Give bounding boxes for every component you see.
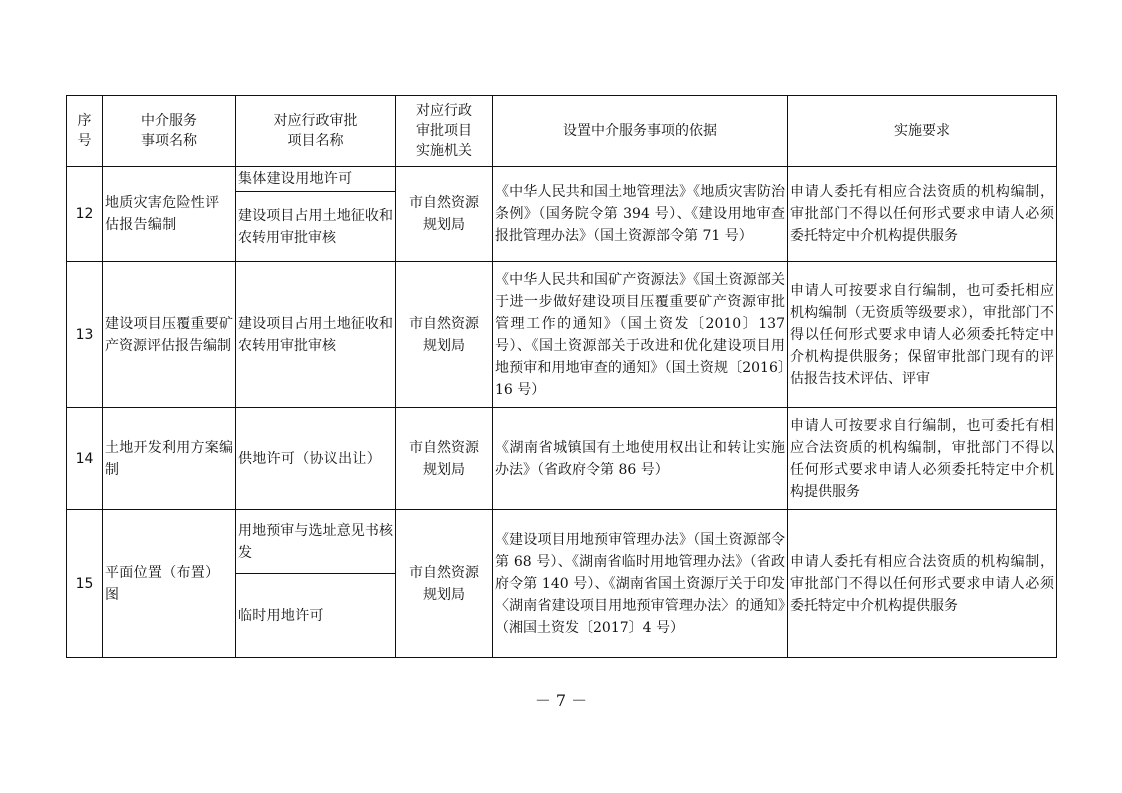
service-name: 土地开发利用方案编制 [103,408,236,510]
service-name: 平面位置（布置）图 [103,510,236,658]
basis: 《建设项目用地预审管理办法》（国土资源部令第 68 号）、《湖南省临时用地管理办法》（省政府令第 140 号）、《湖南省国土资源厅关于印发〈湖南省建设项目用地预审管理办法〉的通知》（湘国土资发〔2017〕4 号） [493,510,788,658]
row-number: 14 [67,408,103,510]
agency: 市自然资源 规划局 [396,262,493,408]
requirement: 申请人委托有相应合法资质的机构编制，审批部门不得以任何形式要求申请人必须委托特定中介机构提供服务 [788,510,1057,658]
approval-name: 供地许可（协议出让） [236,408,396,510]
header-basis: 设置中介服务事项的依据 [493,96,788,167]
service-table [66,95,1057,658]
requirement: 申请人可按要求自行编制，也可委托有相应合法资质的机构编制，审批部门不得以任何形式要求申请人必须委托特定中介机构提供服务 [788,408,1057,510]
header-approval-name: 对应行政审批 项目名称 [236,96,396,167]
header-requirement: 实施要求 [788,96,1057,167]
requirement: 申请人委托有相应合法资质的机构编制，审批部门不得以任何形式要求申请人必须委托特定中介机构提供服务 [788,167,1057,262]
header-service-name: 中介服务 事项名称 [103,96,236,167]
approval-name: 集体建设用地许可 [236,167,396,192]
table-row [67,262,1057,408]
table-row [67,167,1057,192]
row-number: 13 [67,262,103,408]
row-number: 12 [67,167,103,262]
row-number: 15 [67,510,103,658]
service-name: 建设项目压覆重要矿产资源评估报告编制 [103,262,236,408]
table-header-row [67,96,1057,167]
approval-name: 建设项目占用土地征收和农转用审批审核 [236,262,396,408]
basis: 《湖南省城镇国有土地使用权出让和转让实施办法》（省政府令第 86 号） [493,408,788,510]
table-row [67,408,1057,510]
agency: 市自然资源 规划局 [396,167,493,262]
page-number: － 7 － [534,691,588,710]
basis: 《中华人民共和国矿产资源法》《国土资源部关于进一步做好建设项目压覆重要矿产资源审批管理工作的通知》（国土资发〔2010〕137 号）、《国土资源部关于改进和优化建设项目用地预审和用地审查的通知》（国土资规〔2016〕16 号） [493,262,788,408]
approval-name: 临时用地许可 [236,574,396,658]
agency: 市自然资源 规划局 [396,510,493,658]
basis: 《中华人民共和国土地管理法》《地质灾害防治条例》（国务院令第 394 号）、《建设用地审查报批管理办法》（国土资源部令第 71 号） [493,167,788,262]
header-agency: 对应行政 审批项目 实施机关 [396,96,493,167]
requirement: 申请人可按要求自行编制，也可委托相应机构编制（无资质等级要求），审批部门不得以任何形式要求申请人必须委托特定中介机构提供服务；保留审批部门现有的评估报告技术评估、评审 [788,262,1057,408]
service-name: 地质灾害危险性评估报告编制 [103,167,236,262]
table-row [67,510,1057,574]
header-number: 序 号 [67,96,103,167]
agency: 市自然资源 规划局 [396,408,493,510]
approval-name: 用地预审与选址意见书核发 [236,510,396,574]
approval-name: 建设项目占用土地征收和农转用审批审核 [236,192,396,262]
